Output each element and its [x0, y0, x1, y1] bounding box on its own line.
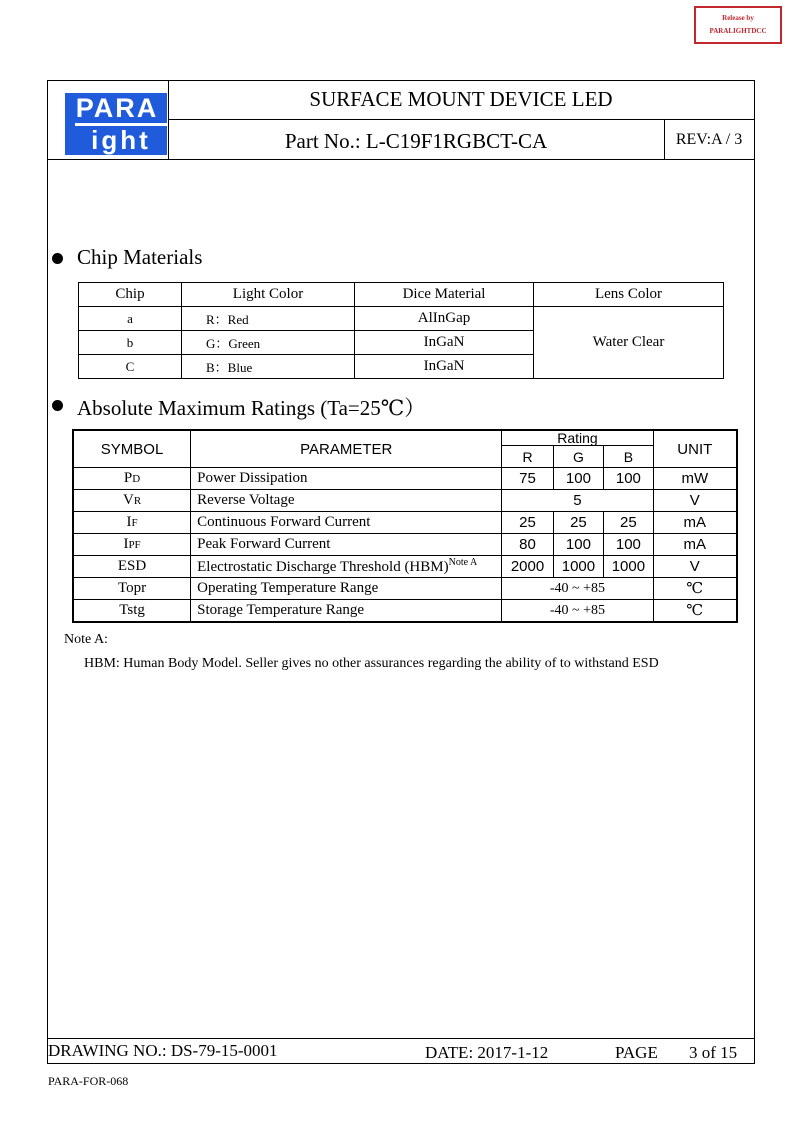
parameter-text: Reverse Voltage: [197, 492, 295, 508]
symbol-text: P: [123, 470, 133, 486]
rating-all-cell: -40 ~ +85: [502, 600, 653, 623]
symbol-cell: [73, 578, 191, 600]
col-parameter: PARAMETER: [191, 430, 502, 468]
table-row: [73, 556, 737, 578]
col-rating: Rating: [502, 430, 653, 446]
form-number: PARA-FOR-068: [48, 1074, 129, 1088]
col-g: G: [553, 446, 603, 468]
light-color-cell: R：Red: [182, 307, 355, 331]
symbol-text: V: [122, 492, 134, 508]
symbol-subscript: PF: [128, 539, 141, 551]
symbol-text: Tstg: [119, 602, 145, 618]
stamp-line-2: PARALIGHTDCC: [709, 27, 767, 35]
unit-cell: mA: [653, 512, 737, 534]
release-stamp: [694, 6, 782, 44]
table-row: [73, 512, 737, 534]
parameter-cell: [191, 600, 502, 623]
stamp-line-1: Release by: [722, 14, 754, 22]
symbol-cell: [73, 512, 191, 534]
footer-line: [48, 1038, 755, 1039]
rating-b-cell: 25: [604, 512, 653, 534]
symbol-cell: [73, 490, 191, 512]
revision: REV:A / 3: [675, 131, 743, 148]
col-chip: Chip: [79, 283, 182, 307]
material-cell: InGaN: [355, 331, 534, 355]
parameter-cell: [191, 556, 502, 578]
parameter-text: Storage Temperature Range: [197, 602, 365, 618]
rating-r-cell: 2000: [502, 556, 553, 578]
chip-materials-table: [78, 282, 724, 379]
material-cell: AlInGap: [355, 307, 534, 331]
chip-materials-heading: Chip Materials: [77, 245, 203, 269]
material-cell: InGaN: [355, 355, 534, 379]
rating-all-cell: 5: [502, 490, 653, 512]
logo-text-para: PARA: [75, 93, 159, 123]
symbol-cell: [73, 534, 191, 556]
light-color-cell: B：Blue: [182, 355, 355, 379]
rating-g-cell: 25: [553, 512, 603, 534]
rating-b-cell: 100: [604, 468, 653, 490]
document-title: SURFACE MOUNT DEVICE LED: [309, 87, 613, 111]
symbol-subscript: R: [133, 495, 142, 507]
ratings-header: [73, 430, 737, 446]
col-dice-material: Dice Material: [355, 283, 534, 307]
note-label: Note A:: [64, 632, 108, 647]
rating-all-cell: -40 ~ +85: [502, 578, 653, 600]
table-row: [73, 468, 737, 490]
parameter-cell: [191, 534, 502, 556]
bullet-icon: [52, 253, 63, 264]
rating-g-cell: 100: [553, 534, 603, 556]
lens-color-cell: Water Clear: [534, 307, 724, 379]
parameter-text: Peak Forward Current: [197, 536, 331, 552]
col-r: R: [502, 446, 553, 468]
chip-cell: a: [79, 307, 182, 331]
symbol-text: ESD: [117, 558, 147, 574]
ratings-table: [72, 429, 738, 623]
col-b: B: [604, 446, 653, 468]
unit-cell: V: [653, 556, 737, 578]
unit-cell: mW: [653, 468, 737, 490]
chip-cell: C: [79, 355, 182, 379]
logo-text-ight: ight: [91, 125, 151, 155]
symbol-text: I: [126, 514, 132, 530]
table-row: [73, 490, 737, 512]
symbol-cell: [73, 468, 191, 490]
parameter-cell: [191, 578, 502, 600]
chip-cell: b: [79, 331, 182, 355]
rating-b-cell: 1000: [604, 556, 653, 578]
symbol-subscript: D: [132, 473, 141, 485]
drawing-number: DRAWING NO.: DS-79-15-0001: [48, 1041, 278, 1060]
parameter-text: Electrostatic Discharge Threshold (HBM): [197, 559, 449, 575]
unit-cell: V: [653, 490, 737, 512]
parameter-text: Power Dissipation: [197, 470, 308, 486]
col-lens-color: Lens Color: [534, 283, 724, 307]
parameter-text: Operating Temperature Range: [197, 580, 379, 596]
ratings-heading: Absolute Maximum Ratings (Ta=25℃）: [77, 396, 426, 420]
part-number: Part No.: L-C19F1RGBCT-CA: [284, 129, 548, 153]
table-row: [73, 600, 737, 623]
col-symbol: SYMBOL: [73, 430, 191, 468]
page-number: 3 of 15: [689, 1043, 738, 1062]
symbol-cell: [73, 556, 191, 578]
parameter-cell: [191, 468, 502, 490]
note-reference: Note A: [448, 557, 478, 568]
symbol-text: I: [123, 536, 129, 552]
table-row: [73, 578, 737, 600]
unit-cell: ℃: [653, 578, 737, 600]
symbol-cell: [73, 600, 191, 623]
parameter-text: Continuous Forward Current: [197, 514, 371, 530]
col-unit: UNIT: [653, 430, 737, 468]
chip-table-header: [79, 283, 724, 307]
col-light-color: Light Color: [182, 283, 355, 307]
symbol-subscript: F: [131, 517, 138, 529]
rating-r-cell: 25: [502, 512, 553, 534]
document-date: DATE: 2017-1-12: [425, 1043, 549, 1062]
rating-b-cell: 100: [604, 534, 653, 556]
unit-cell: ℃: [653, 600, 737, 623]
rating-r-cell: 75: [502, 468, 553, 490]
unit-cell: mA: [653, 534, 737, 556]
rating-g-cell: 100: [553, 468, 603, 490]
symbol-text: Topr: [118, 580, 147, 596]
light-color-cell: G：Green: [182, 331, 355, 355]
note-text: HBM: Human Body Model. Seller gives no other assurances regarding the ability of to withstand ESD: [84, 656, 659, 671]
header-bottom-line: [48, 159, 755, 160]
header-divider: [168, 119, 755, 120]
parameter-cell: [191, 512, 502, 534]
table-row: [79, 307, 724, 331]
rating-g-cell: 1000: [553, 556, 603, 578]
bullet-icon: [52, 400, 63, 411]
page-label: PAGE: [615, 1043, 658, 1062]
table-row: [73, 534, 737, 556]
rating-r-cell: 80: [502, 534, 553, 556]
parameter-cell: [191, 490, 502, 512]
